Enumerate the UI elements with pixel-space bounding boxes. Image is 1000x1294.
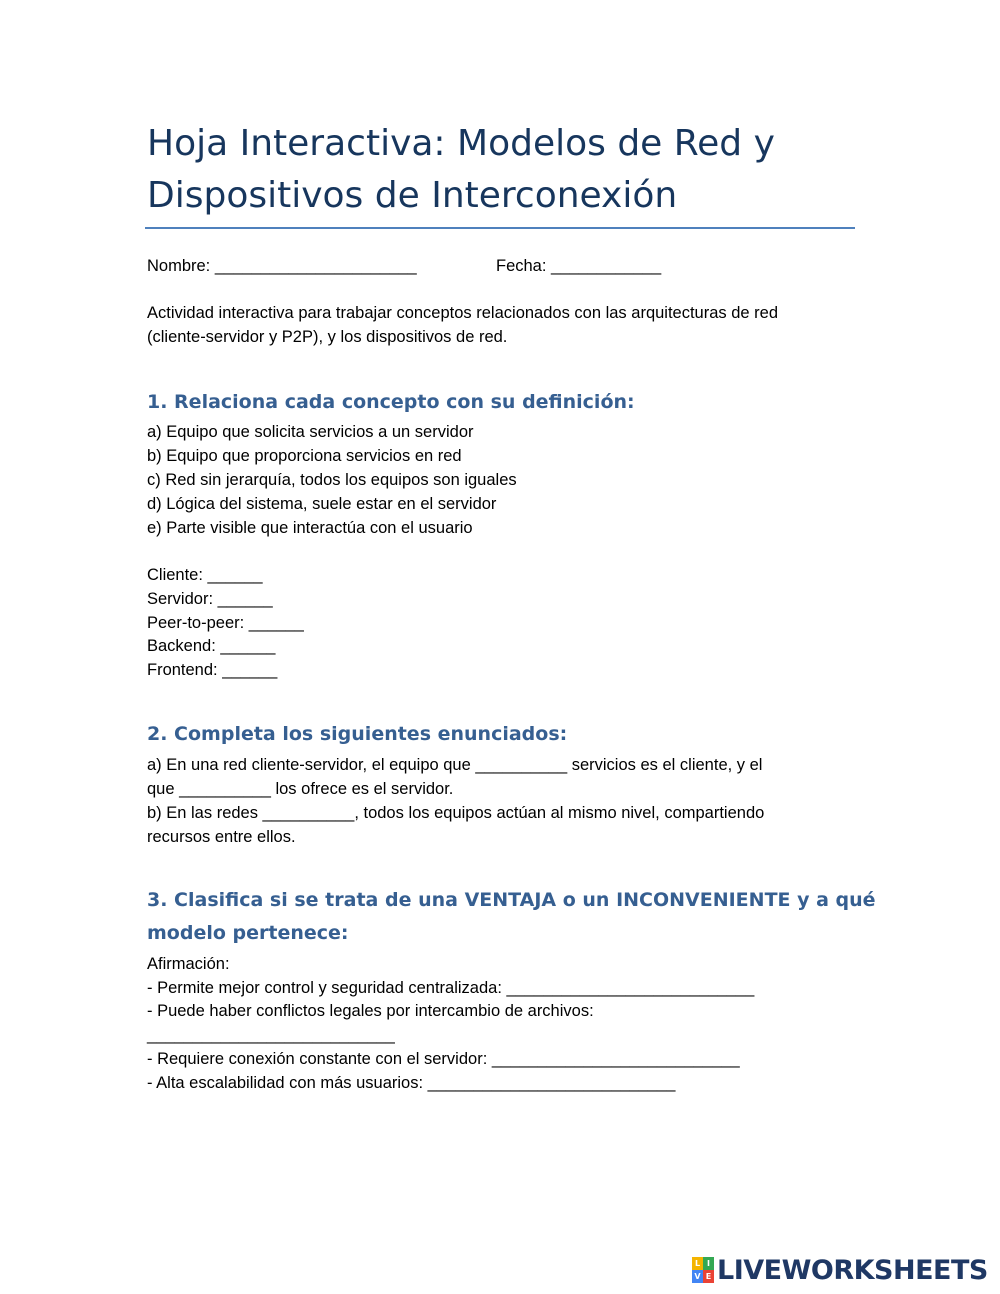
date-field[interactable]: Fecha: ____________ (496, 257, 662, 275)
intro-line-2: (cliente-servidor y P2P), y los dispositivos de red. (147, 328, 508, 346)
section-3-heading-line-2: modelo pertenece: (147, 922, 349, 944)
title-line-1: Hoja Interactiva: Modelos de Red y (147, 123, 775, 164)
page-title (147, 118, 847, 222)
concept-servidor[interactable]: Servidor: ______ (147, 590, 273, 608)
title-line-2: Dispositivos de Interconexión (147, 175, 678, 216)
section-2-heading: 2. Completa los siguientes enunciados: (147, 723, 568, 745)
concept-peer-to-peer[interactable]: Peer-to-peer: ______ (147, 614, 304, 632)
statement-b-line-2: recursos entre ellos. (147, 828, 296, 846)
definition-c: c) Red sin jerarquía, todos los equipos son iguales (147, 471, 517, 489)
title-divider (145, 227, 855, 229)
liveworksheets-logo-icon: L I V E (692, 1257, 714, 1283)
definition-b: b) Equipo que proporciona servicios en red (147, 447, 462, 465)
section-1-heading: 1. Relaciona cada concepto con su definición: (147, 391, 635, 413)
section-3-heading-line-1: 3. Clasifica si se trata de una VENTAJA o un INCONVENIENTE y a qué (147, 889, 876, 911)
concept-backend[interactable]: Backend: ______ (147, 637, 276, 655)
concept-cliente[interactable]: Cliente: ______ (147, 566, 263, 584)
liveworksheets-logo (692, 1253, 988, 1287)
definition-d: d) Lógica del sistema, suele estar en el servidor (147, 495, 497, 513)
affirmation-4[interactable]: - Alta escalabilidad con más usuarios: ___________________________ (147, 1074, 676, 1092)
definition-e: e) Parte visible que interactúa con el usuario (147, 519, 473, 537)
statement-b-line-1[interactable]: b) En las redes __________, todos los equipos actúan al mismo nivel, compartiendo (147, 804, 765, 822)
statement-a-line-2[interactable]: que __________ los ofrece es el servidor. (147, 780, 454, 798)
affirmation-1[interactable]: - Permite mejor control y seguridad centralizada: ___________________________ (147, 979, 755, 997)
affirmation-label: Afirmación: (147, 955, 230, 973)
liveworksheets-logo-text: LIVEWORKSHEETS (717, 1254, 988, 1286)
affirmation-3[interactable]: - Requiere conexión constante con el servidor: ___________________________ (147, 1050, 740, 1068)
affirmation-2-answer[interactable]: ___________________________ (147, 1026, 395, 1044)
intro-line-1: Actividad interactiva para trabajar conceptos relacionados con las arquitecturas de red (147, 304, 779, 322)
definition-a: a) Equipo que solicita servicios a un servidor (147, 423, 474, 441)
concept-frontend[interactable]: Frontend: ______ (147, 661, 278, 679)
name-field[interactable]: Nombre: ______________________ (147, 257, 417, 275)
statement-a-line-1[interactable]: a) En una red cliente-servidor, el equipo que __________ servicios es el cliente, y el (147, 756, 763, 774)
affirmation-2: - Puede haber conflictos legales por intercambio de archivos: (147, 1002, 594, 1020)
